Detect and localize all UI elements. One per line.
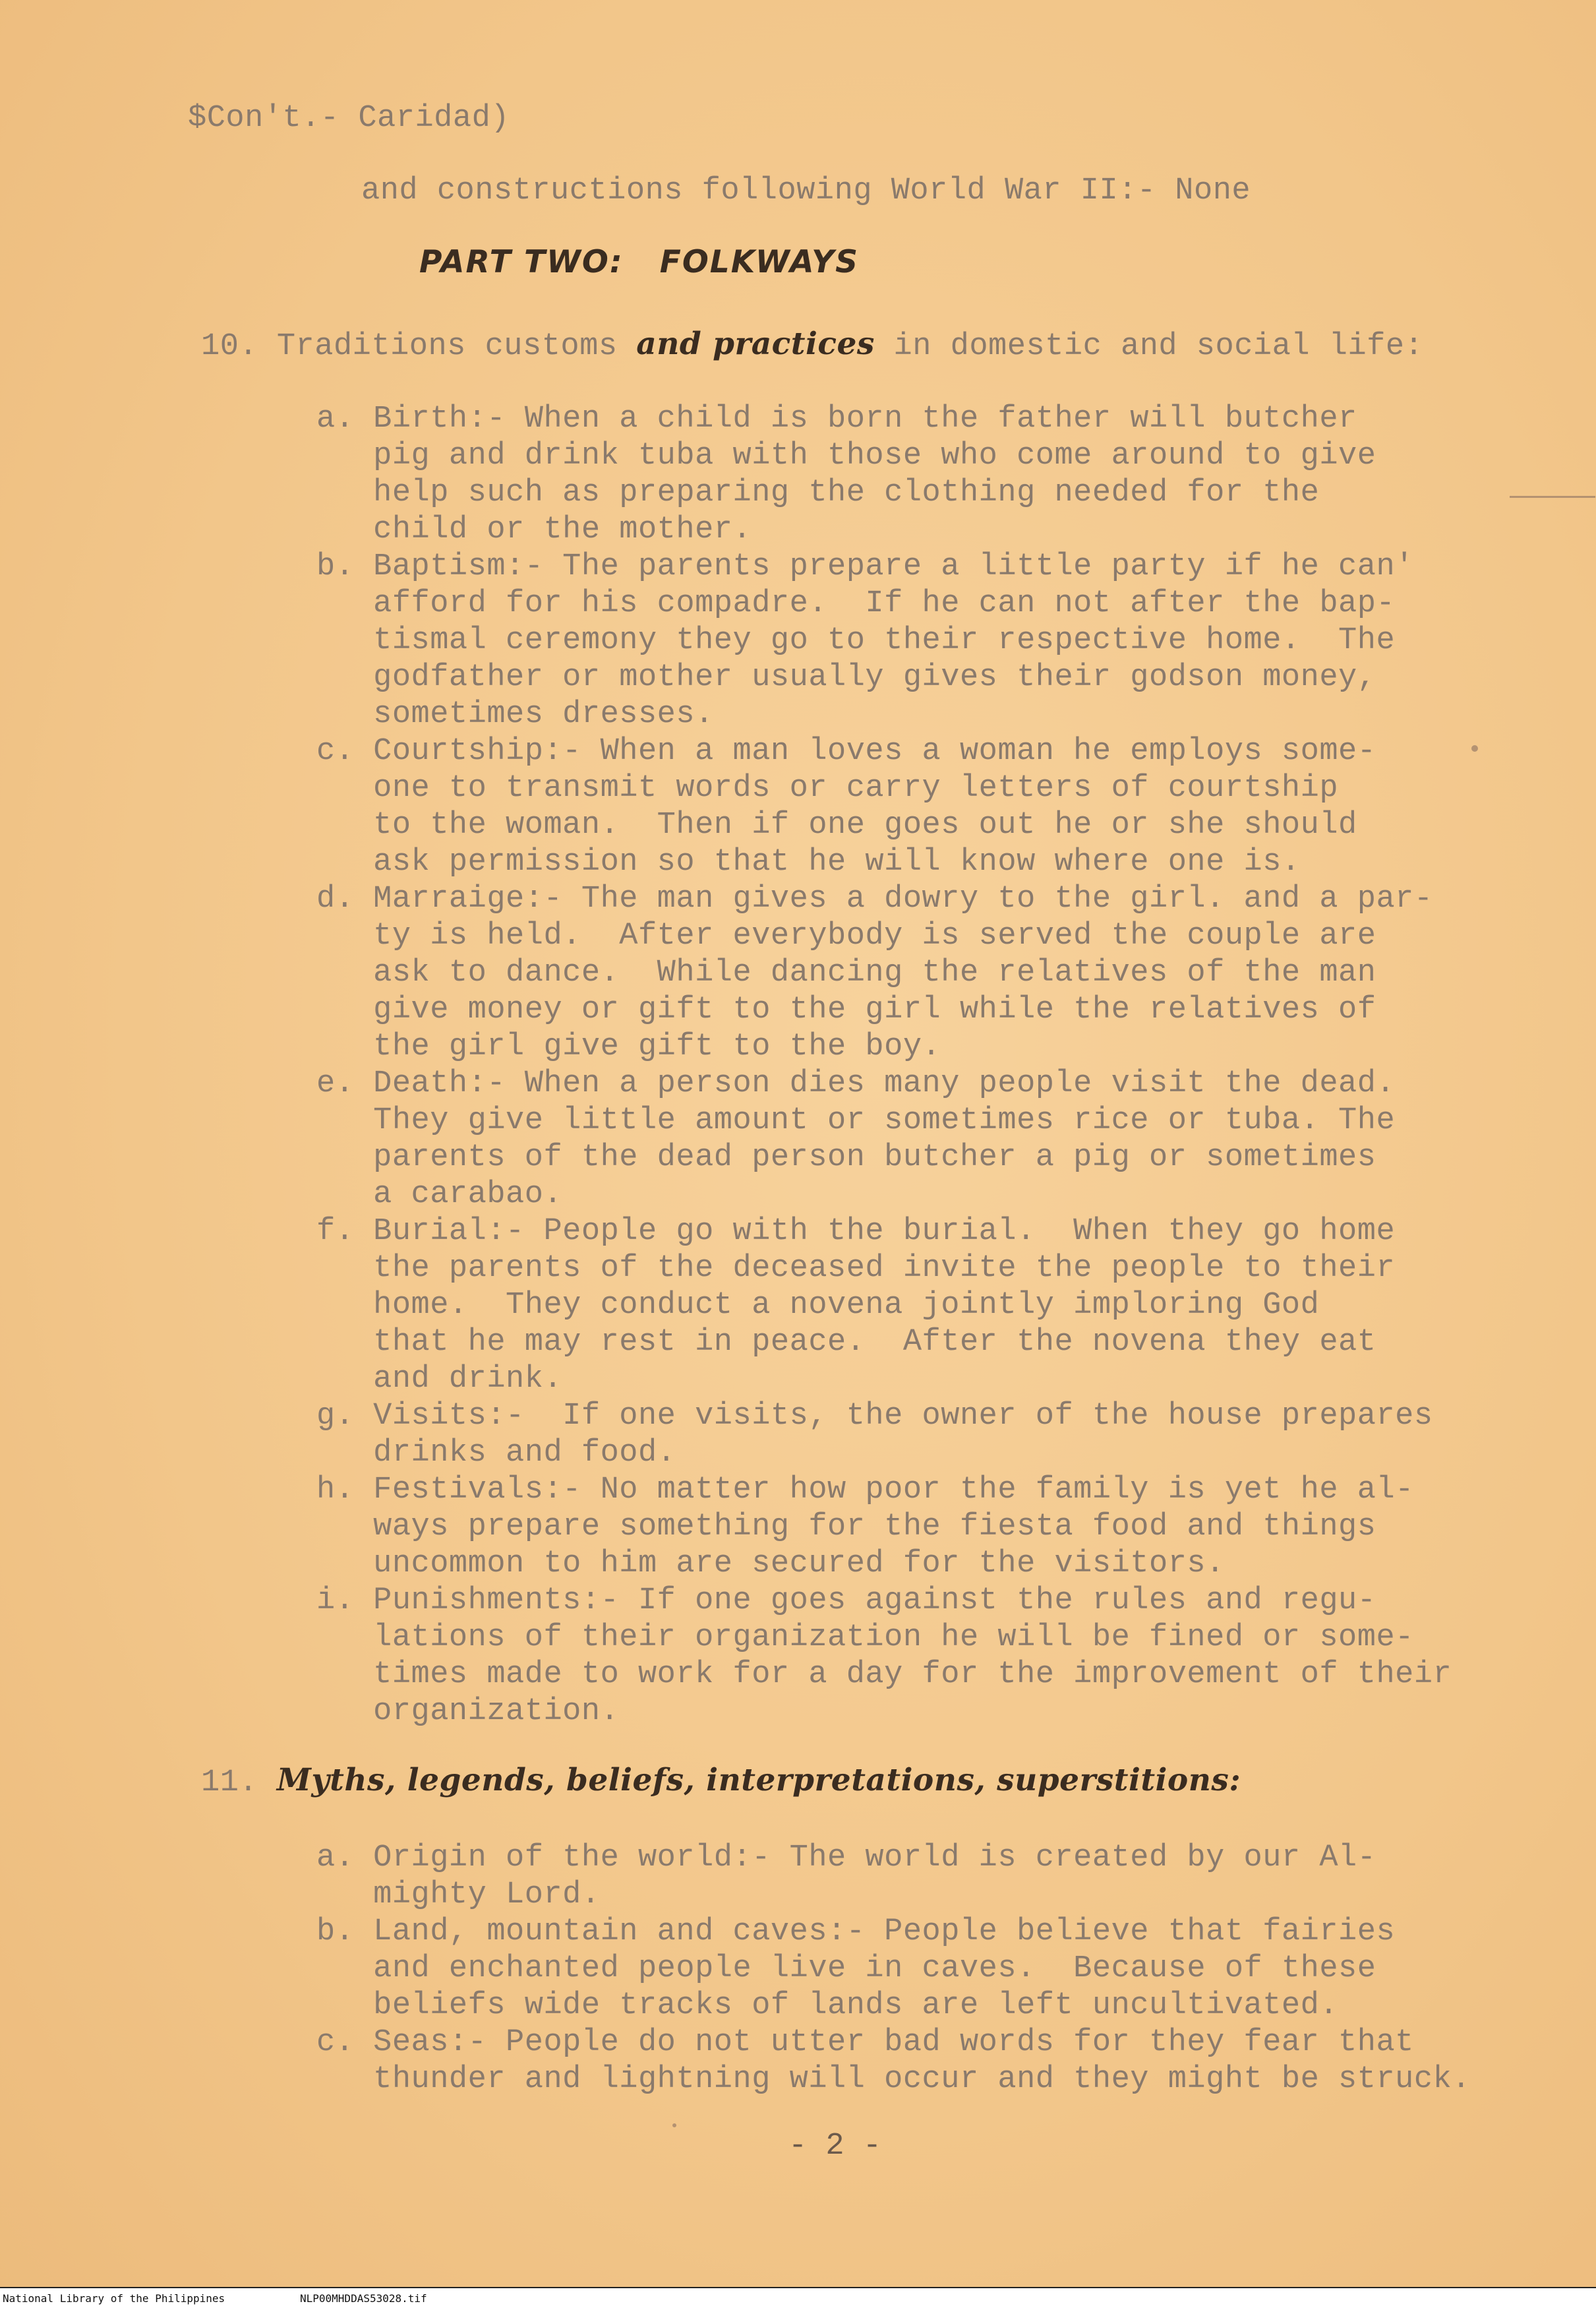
section-10-item-5-line-3: that he may rest in peace. After the novena they eat	[316, 1325, 1376, 1360]
section-10-item-8-line-2: times made to work for a day for the improvement of their	[316, 1657, 1452, 1692]
section-10-number: 10.	[201, 329, 258, 364]
section-11-item-0-line-0: a. Origin of the world:- The world is created by our Al-	[316, 1840, 1376, 1875]
section-10-item-2-line-3: ask permission so that he will know where one is.	[316, 845, 1301, 880]
section-10-item-5-line-4: and drink.	[316, 1362, 563, 1397]
footer-filename: NLP00MHDDAS53028.tif	[300, 2292, 427, 2305]
section-10-item-6-line-1: drinks and food.	[316, 1436, 676, 1471]
section-10-item-3-line-4: the girl give gift to the boy.	[316, 1029, 941, 1064]
section-10-item-1-line-4: sometimes dresses.	[316, 697, 714, 732]
section-10-heading	[201, 326, 1423, 365]
section-10-item-7-line-2: uncommon to him are secured for the visitors.	[316, 1546, 1225, 1581]
section-10-item-4-line-2: parents of the dead person butcher a pig or sometimes	[316, 1140, 1376, 1175]
section-10-item-3-line-0: d. Marraige:- The man gives a dowry to the girl. and a par-	[316, 882, 1433, 917]
continuation-label: $Con't.- Caridad)	[188, 101, 510, 136]
section-10-item-2-line-1: one to transmit words or carry letters of courtship	[316, 771, 1339, 806]
section-10-item-4-line-0: e. Death:- When a person dies many people visit the dead.	[316, 1066, 1396, 1101]
section-10-item-6-line-0: g. Visits:- If one visits, the owner of the house prepares	[316, 1399, 1433, 1434]
section-10-item-8-line-0: i. Punishments:- If one goes against the rules and regu-	[316, 1583, 1376, 1618]
scan-footer	[0, 2287, 1596, 2308]
section-10-item-1-line-2: tismal ceremony they go to their respective home. The	[316, 623, 1396, 658]
section-10-item-1-line-3: godfather or mother usually gives their godson money,	[316, 660, 1376, 695]
page-number: - 2 -	[788, 2129, 882, 2164]
section-10-item-1-line-1: afford for his compadre. If he can not after the bap-	[316, 586, 1396, 621]
paper-speck	[1471, 745, 1478, 752]
section-10-item-4-line-3: a carabao.	[316, 1177, 563, 1212]
section-10-item-0-line-0: a. Birth:- When a child is born the father will butcher	[316, 402, 1357, 437]
section-10-text-end: in domestic and social life:	[874, 329, 1424, 364]
section-10-item-1-line-0: b. Baptism:- The parents prepare a little party if he can'	[316, 549, 1414, 584]
section-11-heading	[201, 1762, 1241, 1802]
section-11-item-1-line-0: b. Land, mountain and caves:- People believe that fairies	[316, 1914, 1396, 1949]
section-10-item-8-line-3: organization.	[316, 1694, 620, 1729]
section-10-item-8-line-1: lations of their organization he will be fined or some-	[316, 1620, 1414, 1655]
section-10-item-3-line-2: ask to dance. While dancing the relatives of the man	[316, 956, 1376, 990]
section-10-item-2-line-2: to the woman. Then if one goes out he or she should	[316, 808, 1357, 843]
section-10-item-5-line-1: the parents of the deceased invite the people to their	[316, 1251, 1396, 1286]
section-10-item-2-line-0: c. Courtship:- When a man loves a woman he employs some-	[316, 734, 1376, 769]
section-10-item-4-line-1: They give little amount or sometimes rice or tuba. The	[316, 1103, 1396, 1138]
section-11-item-1-line-1: and enchanted people live in caves. Because of these	[316, 1951, 1376, 1986]
section-11-item-1-line-2: beliefs wide tracks of lands are left uncultivated.	[316, 1988, 1339, 2023]
section-10-text: Traditions customs	[276, 329, 637, 364]
section-10-item-3-line-3: give money or gift to the girl while the relatives of	[316, 992, 1376, 1027]
section-10-item-7-line-1: ways prepare something for the fiesta food and things	[316, 1509, 1376, 1544]
section-11-hand-text: Myths, legends, beliefs, interpretations, superstitions:	[276, 1762, 1241, 1798]
section-11-item-2-line-1: thunder and lightning will occur and they might be struck.	[316, 2062, 1471, 2097]
intro-line: and constructions following World War II:- None	[361, 173, 1251, 208]
section-10-item-5-line-2: home. They conduct a novena jointly imploring God	[316, 1288, 1320, 1323]
paper-line-mark	[1510, 496, 1595, 498]
section-10-item-7-line-0: h. Festivals:- No matter how poor the family is yet he al-	[316, 1473, 1414, 1507]
section-10-item-0-line-1: pig and drink tuba with those who come around to give	[316, 439, 1376, 473]
section-10-item-0-line-3: child or the mother.	[316, 512, 752, 547]
section-11-number: 11.	[201, 1765, 258, 1800]
section-10-item-3-line-1: ty is held. After everybody is served the couple are	[316, 919, 1376, 954]
section-10-item-5-line-0: f. Burial:- People go with the burial. When they go home	[316, 1214, 1396, 1249]
section-11-item-2-line-0: c. Seas:- People do not utter bad words for they fear that	[316, 2025, 1414, 2060]
section-10-hand-text: and practices	[636, 326, 875, 362]
part-two-heading: PART TWO: FOLKWAYS	[419, 244, 859, 280]
paper-speck-2	[672, 2123, 676, 2127]
footer-library: National Library of the Philippines	[3, 2292, 225, 2305]
section-11-item-0-line-1: mighty Lord.	[316, 1877, 601, 1912]
section-10-item-0-line-2: help such as preparing the clothing needed for the	[316, 475, 1320, 510]
